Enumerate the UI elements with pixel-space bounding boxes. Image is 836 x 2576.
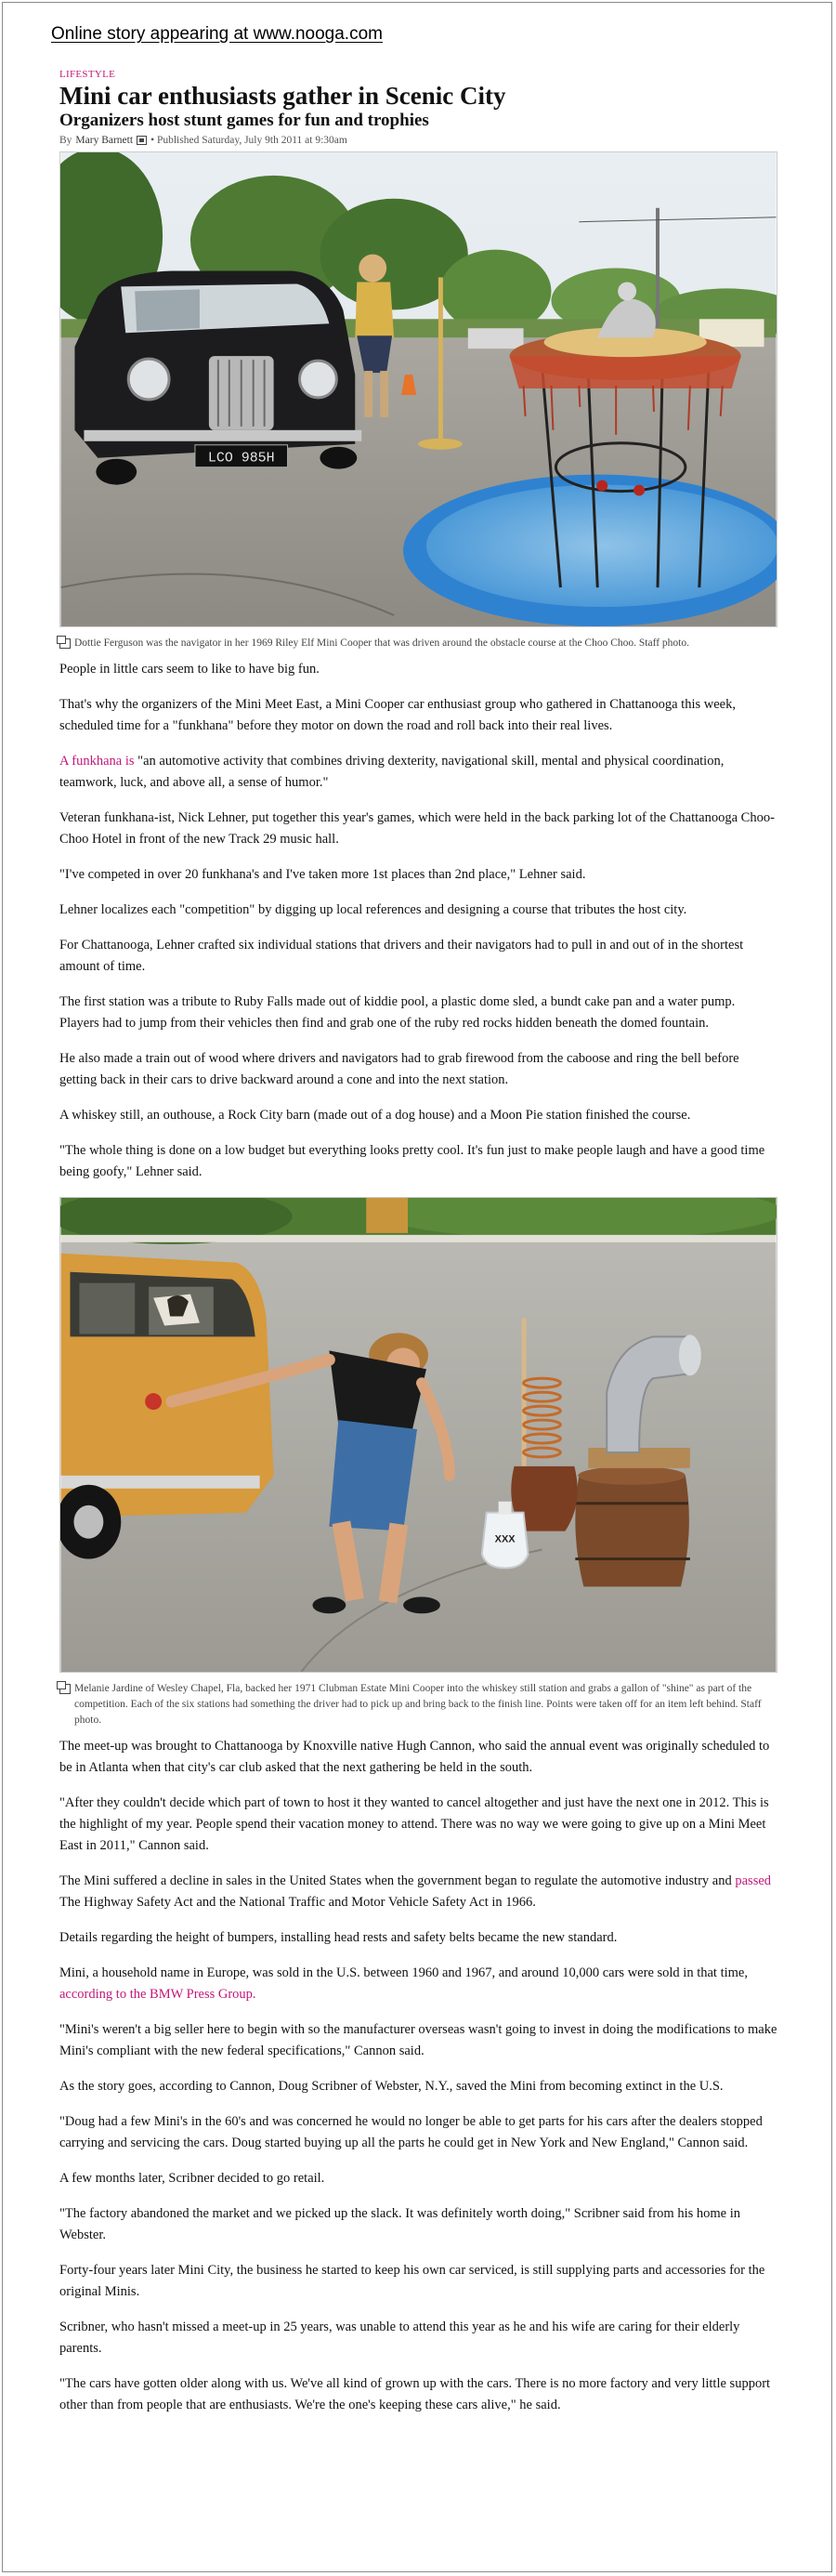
paragraph: "The whole thing is done on a low budget but everything looks pretty cool. It's fun just to make people laugh and have a good time being goofy," Lehner said. xyxy=(59,1143,765,1179)
household-paragraph xyxy=(59,1963,777,2005)
enlarge-photo-icon[interactable] xyxy=(59,638,71,649)
paragraph: People in little cars seem to like to have big fun. xyxy=(59,662,320,677)
paragraph: "The factory abandoned the market and we picked up the slack. It was definitely worth doing," Scribner said from his home in Webster. xyxy=(59,2206,741,2242)
photo-mini-car-fountain xyxy=(59,151,777,627)
paragraph: "I've competed in over 20 funkhana's and I've taken more 1st places than 2nd place," Lehner said. xyxy=(59,867,586,882)
article-title: Mini car enthusiasts gather in Scenic City xyxy=(59,82,506,110)
photo1-caption-text: Dottie Ferguson was the navigator in her 1969 Riley Elf Mini Cooper that was driven around the obstacle course at the Choo Choo. Staff photo. xyxy=(74,637,689,649)
paragraph: That's why the organizers of the Mini Meet East, a Mini Cooper car enthusiast group who gathered in Chattanooga this week, scheduled time for a "funkhana" before they motor on down the road and roll back into their real lives. xyxy=(59,697,736,733)
paragraph: Forty-four years later Mini City, the business he started to keep his own car serviced, is still supplying parts and accessories for the original Minis. xyxy=(59,2263,765,2299)
paragraph: "Mini's weren't a big seller here to begin with so the manufacturer overseas wasn't going to invest in doing the modifications to make Mini's compliant with the new federal specifications," Cannon said. xyxy=(59,2022,777,2058)
paragraph: A whiskey still, an outhouse, a Rock City barn (made out of a dog house) and a Moon Pie station finished the course. xyxy=(59,1108,691,1123)
photo2-caption-text: Melanie Jardine of Wesley Chapel, Fla, backed her 1971 Clubman Estate Mini Cooper into the whiskey still station and grabs a gallon of "shine" as part of the competition. Each of the six stations had something the driver had to pick up and bring back to the finish line. Points were taken off for an item left behind. Staff photo. xyxy=(74,1683,762,1726)
author-link[interactable]: Mary Barnett xyxy=(75,135,134,146)
paragraph: Details regarding the height of bumpers, installing head rests and safety belts became the new standard. xyxy=(59,1930,618,1945)
paragraph: A few months later, Scribner decided to go retail. xyxy=(59,2171,325,2186)
paragraph: "Doug had a few Mini's in the 60's and was concerned he would no longer be able to get parts for his cars after the dealers stopped carrying and servicing the cars. Doug started buying up all the parts he could get in New York and New England," Cannon said. xyxy=(59,2114,763,2150)
paragraph: "After they couldn't decide which part of town to host it they wanted to cancel altogether and just have the next one in 2012. This is the highlight of my year. People spend their vacation money to attend. There was no way we were going to give up on a Mini Meet East in 2011," Cannon said. xyxy=(59,1795,769,1853)
funkhana-link[interactable]: A funkhana is xyxy=(59,754,135,769)
bmw-press-group-link[interactable]: according to the BMW Press Group. xyxy=(59,1987,256,2002)
byline xyxy=(59,135,777,146)
paragraph: He also made a train out of wood where drivers and navigators had to grab firewood from the caboose and ring the bell before getting back in their cars to drive backward around a cone and into the next station. xyxy=(59,1051,739,1087)
source-label: Online story appearing at www.nooga.com xyxy=(51,24,383,44)
decline-text-end: The Highway Safety Act and the National Traffic and Motor Vehicle Safety Act in 1966. xyxy=(59,1895,536,1910)
jug-label: XXX xyxy=(494,1533,516,1545)
photo2-caption xyxy=(59,1681,777,1728)
publish-date: • Published Saturday, July 9th 2011 at 9:30am xyxy=(150,135,347,146)
photo1-caption xyxy=(59,636,777,651)
paragraph: Scribner, who hasn't missed a meet-up in 25 years, was unable to attend this year as he and his wife are caring for their elderly parents. xyxy=(59,2320,740,2356)
article xyxy=(59,69,777,2430)
decline-paragraph xyxy=(59,1871,777,1913)
section-label[interactable]: LIFESTYLE xyxy=(59,69,116,80)
author-profile-icon[interactable] xyxy=(137,136,147,145)
enlarge-photo-icon[interactable] xyxy=(59,1684,71,1694)
photo-whiskey-still xyxy=(59,1197,777,1673)
household-text: Mini, a household name in Europe, was sold in the U.S. between 1960 and 1967, and around 10,000 cars were sold in that time, xyxy=(59,1965,748,1980)
paragraph: The meet-up was brought to Chattanooga by Knoxville native Hugh Cannon, who said the annual event was originally scheduled to be in Atlanta when that city's car club asked that the next gathering be held in the south. xyxy=(59,1739,770,1775)
license-plate: LCO 985H xyxy=(207,451,275,467)
paragraph: Lehner localizes each "competition" by digging up local references and designing a course that tributes the host city. xyxy=(59,902,687,917)
byline-prefix: By xyxy=(59,135,72,146)
funkhana-paragraph xyxy=(59,751,777,794)
funkhana-definition: "an automotive activity that combines driving dexterity, navigational skill, mental and physical coordination, teamwork, luck, and above all, a sense of humor." xyxy=(59,754,725,790)
paragraph: The first station was a tribute to Ruby Falls made out of kiddie pool, a plastic dome sled, a bundt cake pan and a water pump. Players had to jump from their vehicles then find and grab one of the ruby red rocks hidden beneath the domed fountain. xyxy=(59,994,736,1031)
paragraph: For Chattanooga, Lehner crafted six individual stations that drivers and their navigators had to pull in and out of in the shortest amount of time. xyxy=(59,938,744,974)
passed-link[interactable]: passed xyxy=(735,1873,772,1888)
paragraph: "The cars have gotten older along with us. We've all kind of grown up with the cars. There is no more factory and very little support other than from people that are enthusiasts. We're the one's keeping these cars alive," he said. xyxy=(59,2376,771,2412)
paragraph: Veteran funkhana-ist, Nick Lehner, put together this year's games, which were held in the back parking lot of the Chattanooga Choo-Choo Hotel in front of the new Track 29 music hall. xyxy=(59,810,775,847)
decline-text-start: The Mini suffered a decline in sales in the United States when the government began to regulate the automotive industry and xyxy=(59,1873,736,1888)
article-subtitle: Organizers host stunt games for fun and trophies xyxy=(59,111,429,130)
paragraph: As the story goes, according to Cannon, Doug Scribner of Webster, N.Y., saved the Mini from becoming extinct in the U.S. xyxy=(59,2079,724,2094)
